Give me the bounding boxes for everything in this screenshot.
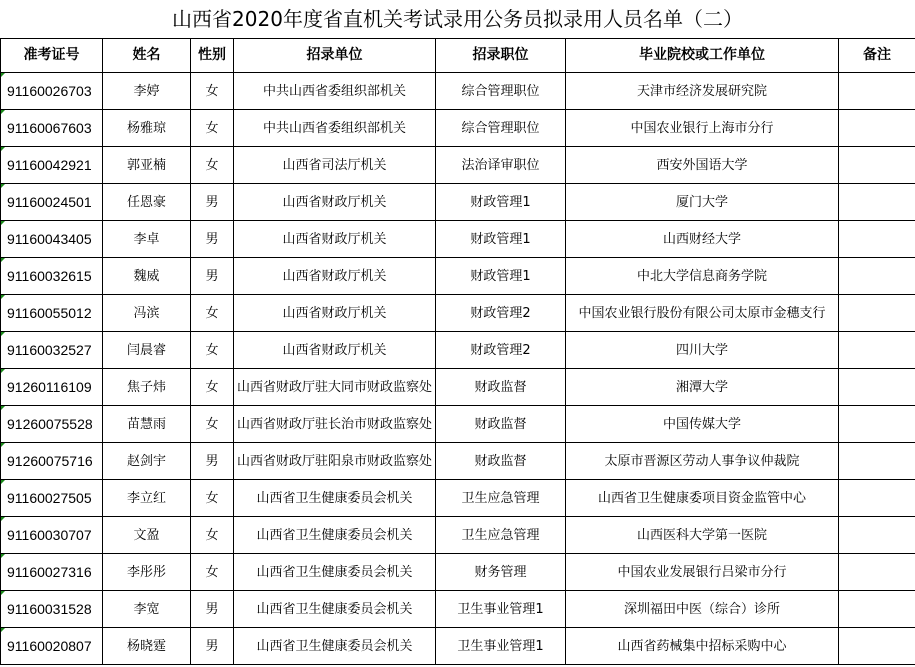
cell-school-or-employer[interactable]: 山西省卫生健康委项目资金监管中心 — [566, 480, 839, 517]
cell-school-or-employer[interactable]: 湘潭大学 — [566, 369, 839, 406]
cell-name[interactable]: 杨晓霆 — [103, 628, 191, 665]
cell-name[interactable]: 郭亚楠 — [103, 147, 191, 184]
cell-remarks[interactable] — [839, 480, 915, 517]
cell-name[interactable]: 李卓 — [103, 221, 191, 258]
page-title: 山西省2020年度省直机关考试录用公务员拟录用人员名单（二） — [172, 7, 743, 31]
cell-position[interactable]: 财政管理1 — [436, 221, 566, 258]
cell-remarks[interactable] — [839, 110, 915, 147]
cell-position[interactable]: 卫生事业管理1 — [436, 591, 566, 628]
cell-gender[interactable]: 女 — [191, 554, 234, 591]
cell-name[interactable]: 任恩豪 — [103, 184, 191, 221]
cell-name[interactable]: 魏威 — [103, 258, 191, 295]
table-row — [1, 591, 915, 628]
cell-recruiting-unit[interactable]: 山西省卫生健康委员会机关 — [234, 628, 436, 665]
cell-position[interactable]: 综合管理职位 — [436, 110, 566, 147]
cell-school-or-employer[interactable]: 中国农业银行上海市分行 — [566, 110, 839, 147]
table-row — [1, 628, 915, 665]
cell-gender[interactable]: 女 — [191, 73, 234, 110]
cell-name[interactable]: 李立红 — [103, 480, 191, 517]
table-row — [1, 295, 915, 332]
table-row — [1, 406, 915, 443]
cell-gender[interactable]: 女 — [191, 480, 234, 517]
cell-school-or-employer[interactable]: 中国农业银行股份有限公司太原市金穗支行 — [566, 295, 839, 332]
cell-recruiting-unit[interactable]: 山西省财政厅机关 — [234, 184, 436, 221]
candidate-table — [0, 38, 915, 665]
cell-exam-id[interactable]: 91160055012 — [1, 295, 103, 332]
cell-school-or-employer[interactable]: 山西医科大学第一医院 — [566, 517, 839, 554]
cell-name[interactable]: 冯滨 — [103, 295, 191, 332]
cell-exam-id[interactable]: 91160043405 — [1, 221, 103, 258]
cell-position[interactable]: 财政管理2 — [436, 332, 566, 369]
table-row — [1, 480, 915, 517]
cell-remarks[interactable] — [839, 443, 915, 480]
cell-exam-id[interactable]: 91260116109 — [1, 369, 103, 406]
cell-school-or-employer[interactable]: 中国农业发展银行吕梁市分行 — [566, 554, 839, 591]
cell-remarks[interactable] — [839, 517, 915, 554]
header-school-or-employer: 毕业院校或工作单位 — [566, 39, 839, 73]
cell-position[interactable]: 财政管理2 — [436, 295, 566, 332]
cell-position[interactable]: 财政管理1 — [436, 184, 566, 221]
table-row — [1, 517, 915, 554]
cell-recruiting-unit[interactable]: 山西省财政厅驻大同市财政监察处 — [234, 369, 436, 406]
table-row — [1, 221, 915, 258]
cell-remarks[interactable] — [839, 73, 915, 110]
header-remarks: 备注 — [839, 39, 915, 73]
cell-gender[interactable]: 女 — [191, 517, 234, 554]
header-gender: 性别 — [191, 39, 234, 73]
cell-recruiting-unit[interactable]: 山西省司法厅机关 — [234, 147, 436, 184]
cell-position[interactable]: 卫生应急管理 — [436, 480, 566, 517]
cell-remarks[interactable] — [839, 184, 915, 221]
table-row — [1, 184, 915, 221]
cell-remarks[interactable] — [839, 332, 915, 369]
cell-name[interactable]: 李婷 — [103, 73, 191, 110]
cell-remarks[interactable] — [839, 406, 915, 443]
table-row — [1, 332, 915, 369]
table-row — [1, 73, 915, 110]
cell-exam-id[interactable]: 91160032615 — [1, 258, 103, 295]
cell-school-or-employer[interactable]: 四川大学 — [566, 332, 839, 369]
cell-recruiting-unit[interactable]: 山西省卫生健康委员会机关 — [234, 554, 436, 591]
cell-exam-id[interactable]: 91160031528 — [1, 591, 103, 628]
cell-school-or-employer[interactable]: 天津市经济发展研究院 — [566, 73, 839, 110]
cell-name[interactable]: 杨雅琼 — [103, 110, 191, 147]
cell-exam-id[interactable]: 91160024501 — [1, 184, 103, 221]
cell-remarks[interactable] — [839, 221, 915, 258]
cell-remarks[interactable] — [839, 369, 915, 406]
cell-position[interactable]: 财政监督 — [436, 443, 566, 480]
table-row — [1, 443, 915, 480]
cell-name[interactable]: 焦子炜 — [103, 369, 191, 406]
cell-gender[interactable]: 男 — [191, 591, 234, 628]
cell-name[interactable]: 赵剑宇 — [103, 443, 191, 480]
cell-position[interactable]: 财政监督 — [436, 406, 566, 443]
cell-gender[interactable]: 女 — [191, 147, 234, 184]
cell-name[interactable]: 闫晨睿 — [103, 332, 191, 369]
cell-gender[interactable]: 女 — [191, 332, 234, 369]
cell-name[interactable]: 李彤彤 — [103, 554, 191, 591]
header-exam-id: 准考证号 — [1, 39, 103, 73]
cell-school-or-employer[interactable]: 太原市晋源区劳动人事争议仲裁院 — [566, 443, 839, 480]
table-row — [1, 147, 915, 184]
cell-gender[interactable]: 男 — [191, 221, 234, 258]
cell-gender[interactable]: 女 — [191, 406, 234, 443]
cell-gender[interactable]: 男 — [191, 443, 234, 480]
cell-exam-id[interactable]: 91260075528 — [1, 406, 103, 443]
cell-gender[interactable]: 女 — [191, 295, 234, 332]
cell-exam-id[interactable]: 91160032527 — [1, 332, 103, 369]
cell-recruiting-unit[interactable]: 山西省卫生健康委员会机关 — [234, 591, 436, 628]
cell-school-or-employer[interactable]: 中北大学信息商务学院 — [566, 258, 839, 295]
cell-position[interactable]: 卫生应急管理 — [436, 517, 566, 554]
header-name: 姓名 — [103, 39, 191, 73]
cell-school-or-employer[interactable]: 山西财经大学 — [566, 221, 839, 258]
cell-remarks[interactable] — [839, 147, 915, 184]
cell-gender[interactable]: 男 — [191, 258, 234, 295]
cell-name[interactable]: 李宽 — [103, 591, 191, 628]
cell-position[interactable]: 财政管理1 — [436, 258, 566, 295]
cell-remarks[interactable] — [839, 258, 915, 295]
cell-position[interactable]: 综合管理职位 — [436, 73, 566, 110]
cell-remarks[interactable] — [839, 554, 915, 591]
cell-recruiting-unit[interactable]: 中共山西省委组织部机关 — [234, 110, 436, 147]
cell-recruiting-unit[interactable]: 山西省财政厅驻阳泉市财政监察处 — [234, 443, 436, 480]
cell-school-or-employer[interactable]: 西安外国语大学 — [566, 147, 839, 184]
cell-school-or-employer[interactable]: 厦门大学 — [566, 184, 839, 221]
cell-recruiting-unit[interactable]: 中共山西省委组织部机关 — [234, 73, 436, 110]
cell-position[interactable]: 法治译审职位 — [436, 147, 566, 184]
cell-school-or-employer[interactable]: 深圳福田中医（综合）诊所 — [566, 591, 839, 628]
cell-gender[interactable]: 女 — [191, 369, 234, 406]
cell-recruiting-unit[interactable]: 山西省卫生健康委员会机关 — [234, 517, 436, 554]
cell-remarks[interactable] — [839, 591, 915, 628]
cell-recruiting-unit[interactable]: 山西省财政厅驻长治市财政监察处 — [234, 406, 436, 443]
cell-name[interactable]: 苗慧雨 — [103, 406, 191, 443]
cell-exam-id[interactable]: 91160042921 — [1, 147, 103, 184]
cell-recruiting-unit[interactable]: 山西省财政厅机关 — [234, 258, 436, 295]
cell-gender[interactable]: 男 — [191, 184, 234, 221]
cell-position[interactable]: 财务管理 — [436, 554, 566, 591]
cell-remarks[interactable] — [839, 295, 915, 332]
cell-gender[interactable]: 女 — [191, 110, 234, 147]
cell-exam-id[interactable]: 91160030707 — [1, 517, 103, 554]
table-row — [1, 110, 915, 147]
cell-name[interactable]: 文盈 — [103, 517, 191, 554]
cell-school-or-employer[interactable]: 中国传媒大学 — [566, 406, 839, 443]
cell-remarks[interactable] — [839, 628, 915, 665]
cell-exam-id[interactable]: 91160027316 — [1, 554, 103, 591]
cell-position[interactable]: 卫生事业管理1 — [436, 628, 566, 665]
table-row — [1, 258, 915, 295]
table-row — [1, 369, 915, 406]
header-position: 招录职位 — [436, 39, 566, 73]
table-header — [1, 39, 915, 73]
cell-gender[interactable]: 男 — [191, 628, 234, 665]
cell-recruiting-unit[interactable]: 山西省财政厅机关 — [234, 295, 436, 332]
header-recruiting-unit: 招录单位 — [234, 39, 436, 73]
cell-school-or-employer[interactable]: 山西省药械集中招标采购中心 — [566, 628, 839, 665]
cell-exam-id[interactable]: 91160027505 — [1, 480, 103, 517]
cell-exam-id[interactable]: 91160026703 — [1, 73, 103, 110]
cell-recruiting-unit[interactable]: 山西省财政厅机关 — [234, 221, 436, 258]
cell-exam-id[interactable]: 91160067603 — [1, 110, 103, 147]
cell-exam-id[interactable]: 91260075716 — [1, 443, 103, 480]
cell-position[interactable]: 财政监督 — [436, 369, 566, 406]
table-row — [1, 554, 915, 591]
cell-exam-id[interactable]: 91160020807 — [1, 628, 103, 665]
cell-recruiting-unit[interactable]: 山西省财政厅机关 — [234, 332, 436, 369]
cell-recruiting-unit[interactable]: 山西省卫生健康委员会机关 — [234, 480, 436, 517]
